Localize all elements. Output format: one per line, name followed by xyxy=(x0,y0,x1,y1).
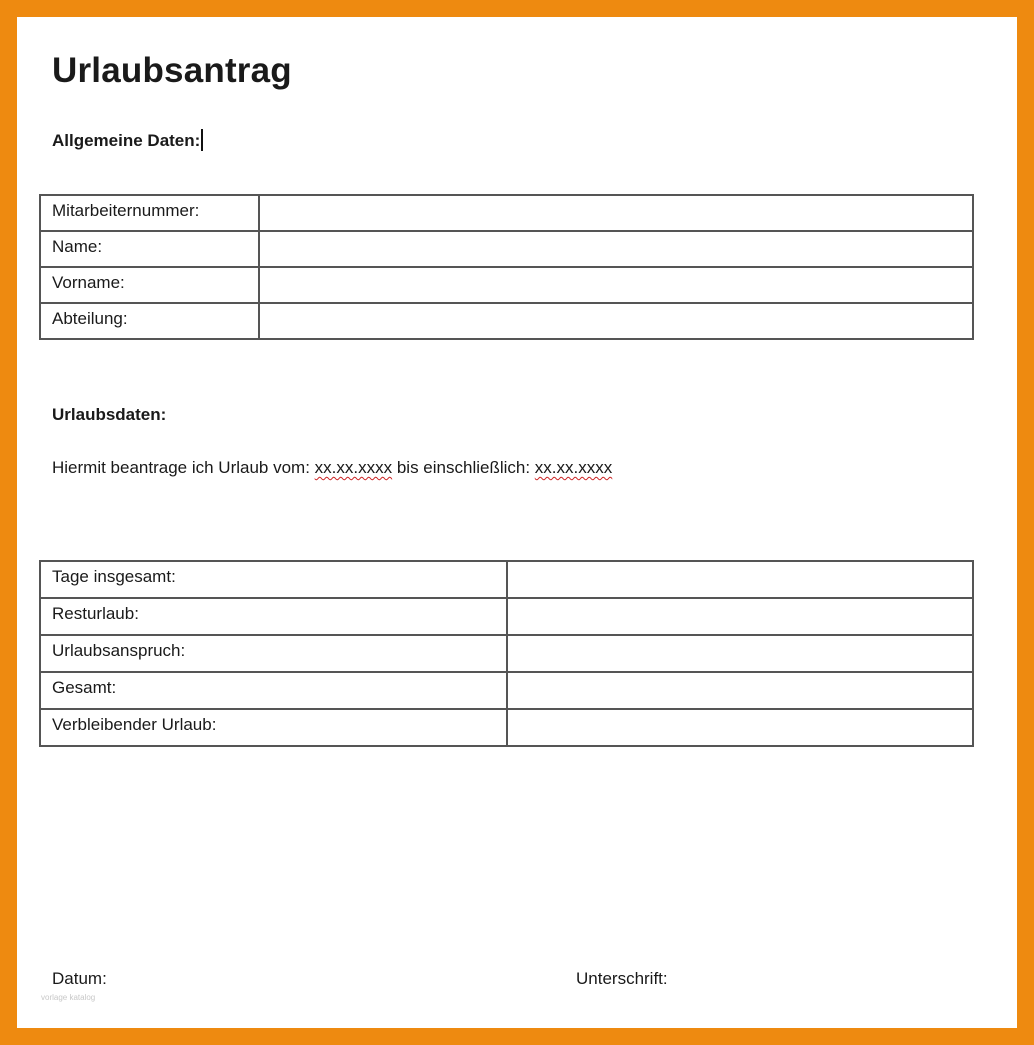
field-value-employee-number[interactable] xyxy=(259,195,973,231)
document-page xyxy=(17,17,1017,1028)
field-label-name: Name: xyxy=(40,231,259,267)
field-value-first-name[interactable] xyxy=(259,267,973,303)
field-value-total-days[interactable] xyxy=(507,561,973,598)
table-row xyxy=(40,672,973,709)
table-row xyxy=(40,231,973,267)
statement-middle: bis einschließlich: xyxy=(392,458,535,477)
field-label-remaining-vacation: Verbleibender Urlaub: xyxy=(40,709,507,746)
watermark: vorlage katalog xyxy=(41,993,96,1002)
document-title: Urlaubsantrag xyxy=(52,51,292,90)
date-label: Datum: xyxy=(52,969,107,988)
field-label-remaining-leave: Resturlaub: xyxy=(40,598,507,635)
to-date-placeholder[interactable]: xx.xx.xxxx xyxy=(534,458,613,477)
table-row xyxy=(40,303,973,339)
table-row xyxy=(40,561,973,598)
section-heading-general-text: Allgemeine Daten: xyxy=(52,131,201,150)
vacation-data-table xyxy=(39,560,974,747)
section-heading-vacation: Urlaubsdaten: xyxy=(52,405,167,424)
field-label-leave-entitlement: Urlaubsanspruch: xyxy=(40,635,507,672)
table-row xyxy=(40,267,973,303)
field-value-total[interactable] xyxy=(507,672,973,709)
field-label-employee-number: Mitarbeiternummer: xyxy=(40,195,259,231)
statement-prefix: Hiermit beantrage ich Urlaub vom: xyxy=(52,458,315,477)
field-label-total-days: Tage insgesamt: xyxy=(40,561,507,598)
vacation-statement xyxy=(52,458,612,478)
general-data-table xyxy=(39,194,974,340)
table-row xyxy=(40,195,973,231)
field-label-first-name: Vorname: xyxy=(40,267,259,303)
field-value-remaining-vacation[interactable] xyxy=(507,709,973,746)
field-value-leave-entitlement[interactable] xyxy=(507,635,973,672)
field-label-department: Abteilung: xyxy=(40,303,259,339)
field-value-department[interactable] xyxy=(259,303,973,339)
table-row xyxy=(40,709,973,746)
from-date-placeholder[interactable]: xx.xx.xxxx xyxy=(314,458,393,477)
field-value-remaining-leave[interactable] xyxy=(507,598,973,635)
text-cursor xyxy=(201,129,203,151)
table-row xyxy=(40,598,973,635)
field-value-name[interactable] xyxy=(259,231,973,267)
table-row xyxy=(40,635,973,672)
section-heading-general xyxy=(52,129,203,151)
field-label-total: Gesamt: xyxy=(40,672,507,709)
signature-label: Unterschrift: xyxy=(576,969,668,988)
